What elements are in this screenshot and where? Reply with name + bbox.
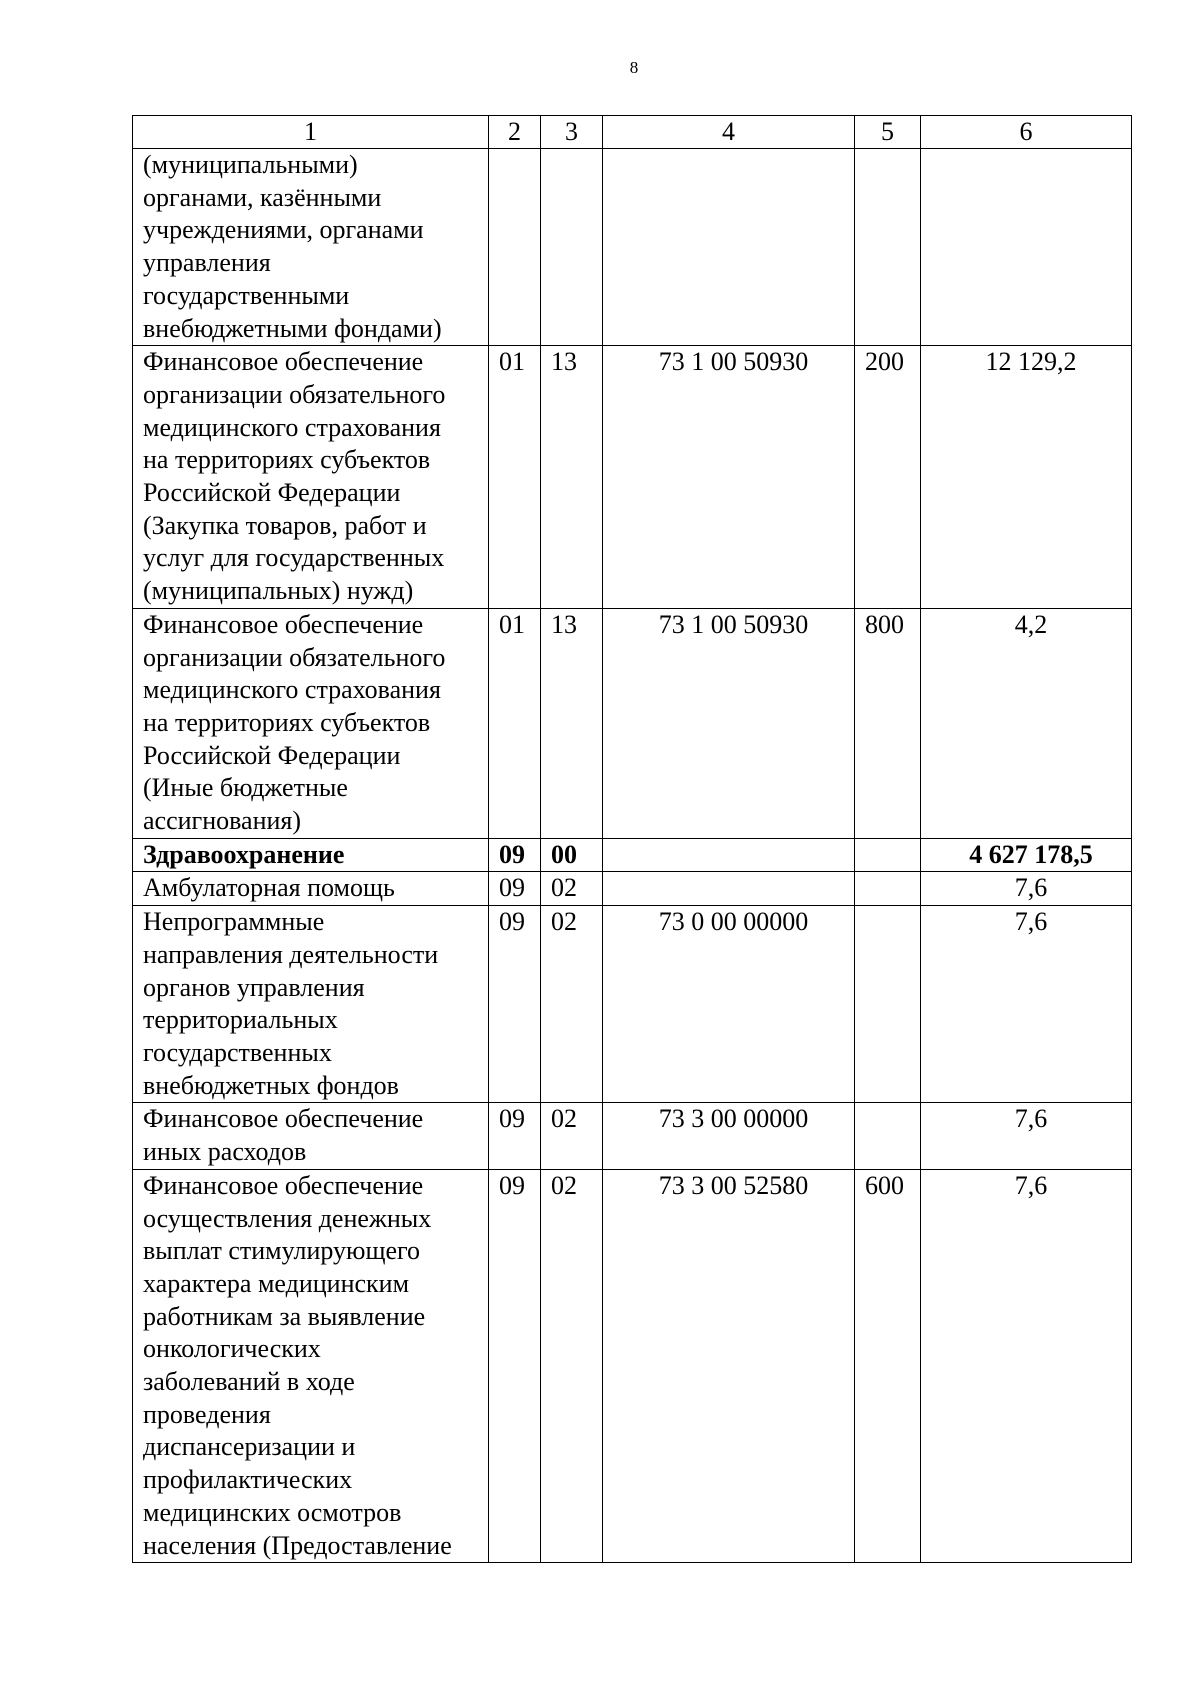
cell-section: 09 — [489, 872, 541, 906]
cell-target-article — [603, 149, 855, 346]
column-header: 6 — [921, 116, 1132, 149]
cell-subsection — [541, 149, 603, 346]
cell-section: 09 — [489, 838, 541, 872]
cell-subsection: 02 — [541, 1103, 603, 1169]
cell-amount: 7,6 — [921, 1169, 1132, 1562]
column-header: 4 — [603, 116, 855, 149]
cell-section: 09 — [489, 906, 541, 1103]
cell-name: Непрограммные направления деятельности органов управления территориальных государственных внебюджетных фондов — [133, 906, 489, 1103]
cell-amount: 7,6 — [921, 872, 1132, 906]
cell-name: (муниципальными) органами, казёнными учреждениями, органами управления государственными внебюджетными фондами) — [133, 149, 489, 346]
cell-target-article: 73 3 00 00000 — [603, 1103, 855, 1169]
cell-target-article: 73 3 00 52580 — [603, 1169, 855, 1562]
cell-amount — [921, 149, 1132, 346]
cell-name: Финансовое обеспечение организации обязательного медицинского страхования на территориях субъектов Российской Федерации (Иные бюджетные ассигнования) — [133, 608, 489, 838]
table-row — [133, 608, 1132, 838]
table-row — [133, 1103, 1132, 1169]
table-row — [133, 906, 1132, 1103]
cell-target-article: 73 0 00 00000 — [603, 906, 855, 1103]
cell-amount: 12 129,2 — [921, 346, 1132, 609]
cell-target-article: 73 1 00 50930 — [603, 346, 855, 609]
cell-section: 09 — [489, 1169, 541, 1562]
cell-target-article — [603, 838, 855, 872]
column-header: 1 — [133, 116, 489, 149]
cell-subsection: 13 — [541, 608, 603, 838]
cell-name: Здравоохранение — [133, 838, 489, 872]
cell-amount: 4 627 178,5 — [921, 838, 1132, 872]
cell-section: 09 — [489, 1103, 541, 1169]
page-number: 8 — [629, 58, 639, 77]
cell-subsection: 13 — [541, 346, 603, 609]
table-row — [133, 149, 1132, 346]
cell-expense-type: 800 — [855, 608, 921, 838]
cell-expense-type — [855, 906, 921, 1103]
cell-section: 01 — [489, 608, 541, 838]
cell-expense-type: 200 — [855, 346, 921, 609]
cell-subsection: 02 — [541, 872, 603, 906]
cell-section: 01 — [489, 346, 541, 609]
column-header: 3 — [541, 116, 603, 149]
table-row — [133, 872, 1132, 906]
cell-amount: 7,6 — [921, 906, 1132, 1103]
cell-name: Финансовое обеспечение осуществления денежных выплат стимулирующего характера медицинским работникам за выявление онкологических заболеваний в ходе проведения диспансеризации и профилактических медицинских осмотров населения (Предоставление — [133, 1169, 489, 1562]
table-header-row — [133, 116, 1132, 149]
table-row — [133, 346, 1132, 609]
budget-table — [132, 115, 1132, 1563]
cell-subsection: 02 — [541, 1169, 603, 1562]
cell-amount: 7,6 — [921, 1103, 1132, 1169]
cell-target-article: 73 1 00 50930 — [603, 608, 855, 838]
cell-section — [489, 149, 541, 346]
column-header: 2 — [489, 116, 541, 149]
column-header: 5 — [855, 116, 921, 149]
cell-expense-type — [855, 838, 921, 872]
cell-subsection: 02 — [541, 906, 603, 1103]
table-row — [133, 1169, 1132, 1562]
cell-subsection: 00 — [541, 838, 603, 872]
cell-expense-type — [855, 1103, 921, 1169]
cell-target-article — [603, 872, 855, 906]
cell-expense-type — [855, 872, 921, 906]
table-body — [133, 149, 1132, 1563]
cell-amount: 4,2 — [921, 608, 1132, 838]
cell-name: Амбулаторная помощь — [133, 872, 489, 906]
cell-expense-type — [855, 149, 921, 346]
cell-name: Финансовое обеспечение организации обязательного медицинского страхования на территориях субъектов Российской Федерации (Закупка товаров, работ и услуг для государственных (муниципальных) нужд) — [133, 346, 489, 609]
cell-expense-type: 600 — [855, 1169, 921, 1562]
cell-name: Финансовое обеспечение иных расходов — [133, 1103, 489, 1169]
table-row — [133, 838, 1132, 872]
